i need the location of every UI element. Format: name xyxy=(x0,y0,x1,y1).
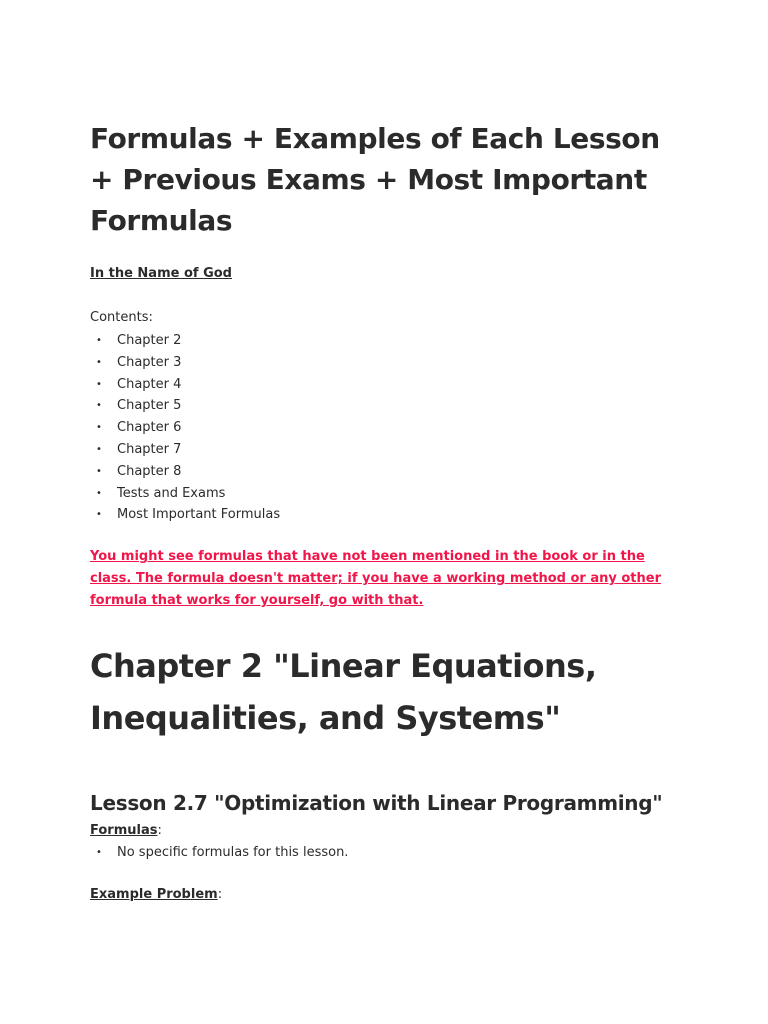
formulas-colon: : xyxy=(157,823,162,839)
bullet-icon: • xyxy=(96,847,102,859)
contents-item-label: Chapter 3 xyxy=(117,354,182,370)
warning-note: You might see formulas that have not been mentioned in the book or in the class. The formula doesn't matter; if you have a working method or any other formula that works for yourself, go with that. xyxy=(90,549,661,609)
bullet-icon: • xyxy=(96,443,102,455)
contents-item-label: Tests and Exams xyxy=(117,485,226,501)
bullet-icon: • xyxy=(96,400,102,412)
list-item xyxy=(90,842,690,864)
formulas-item-label: No specific formulas for this lesson. xyxy=(117,845,349,861)
invocation-text: In the Name of God xyxy=(90,266,232,281)
list-item xyxy=(90,330,690,352)
contents-item-label: Chapter 6 xyxy=(117,420,182,436)
chapter-heading: Chapter 2 "Linear Equations, Inequalities, and Systems" xyxy=(90,647,597,738)
formulas-list xyxy=(90,842,690,864)
bullet-icon: • xyxy=(96,465,102,477)
bullet-icon: • xyxy=(96,509,102,521)
example-colon: : xyxy=(217,886,223,902)
list-item xyxy=(90,417,690,439)
list-item xyxy=(90,374,690,396)
list-item xyxy=(90,352,690,374)
contents-item-label: Chapter 5 xyxy=(117,398,182,414)
bullet-icon: • xyxy=(96,422,102,434)
example-problem-label: Example Problem xyxy=(90,886,218,902)
bullet-icon: • xyxy=(96,335,102,346)
bullet-icon: • xyxy=(96,487,102,499)
bullet-icon: • xyxy=(96,378,102,390)
lesson-heading: Lesson 2.7 "Optimization with Linear Programming" xyxy=(90,791,663,816)
formulas-label-line xyxy=(90,822,690,840)
list-item xyxy=(90,461,690,483)
document-title: Formulas + Examples of Each Lesson + Previous Exams + Most Important Formulas xyxy=(90,122,660,237)
contents-label: Contents: xyxy=(90,310,153,325)
document-page xyxy=(90,118,690,904)
contents-list xyxy=(90,330,690,526)
contents-item-label: Chapter 4 xyxy=(117,376,182,392)
formulas-label: Formulas xyxy=(90,823,158,839)
bullet-icon: • xyxy=(96,356,102,368)
contents-item-label: Chapter 2 xyxy=(117,333,182,348)
contents-item-label: Most Important Formulas xyxy=(117,507,281,523)
contents-item-label: Chapter 8 xyxy=(117,463,182,479)
contents-item-label: Chapter 7 xyxy=(117,441,182,457)
list-item xyxy=(90,439,690,461)
list-item xyxy=(90,395,690,417)
list-item xyxy=(90,483,690,505)
example-label-line xyxy=(90,886,690,904)
list-item xyxy=(90,504,690,526)
